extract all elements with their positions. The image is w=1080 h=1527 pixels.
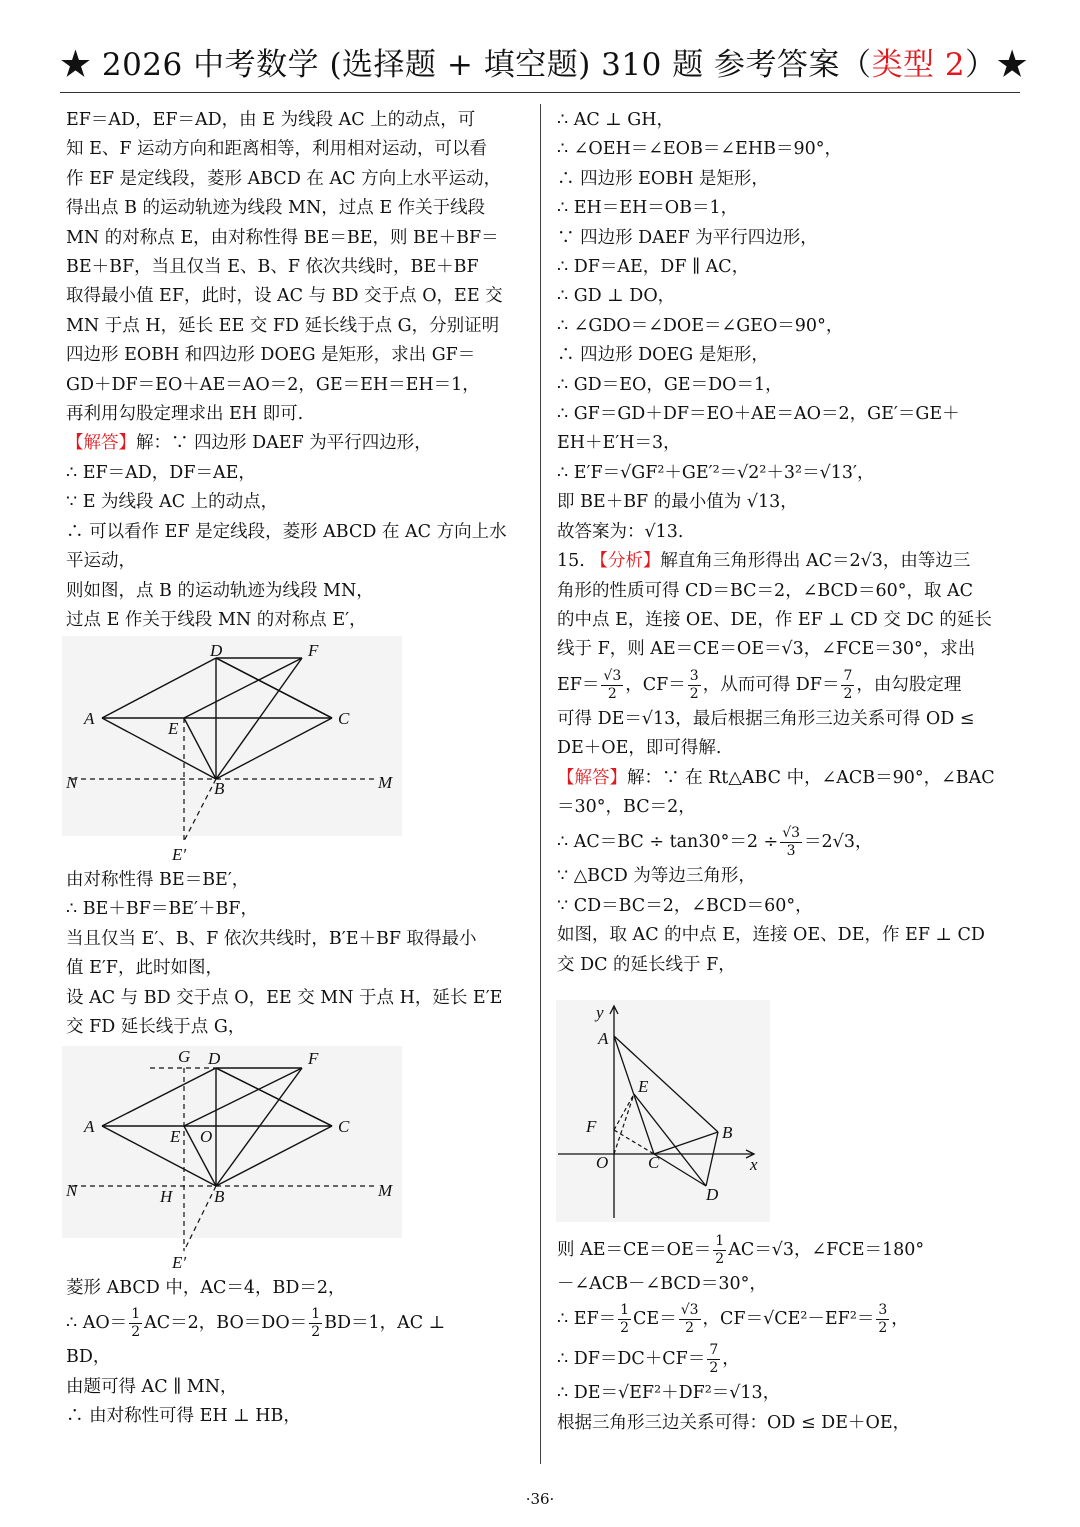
fig3-label: C xyxy=(648,1153,660,1172)
text-line: 作 EF 是定线段，菱形 ABCD 在 AC 方向上水平运动， xyxy=(66,168,502,189)
text-line: ∵ △BCD 为等边三角形， xyxy=(557,866,756,887)
text-line: ＝30°，BC＝2， xyxy=(557,796,696,817)
text-line: 四边形 EOBH 和四边形 DOEG 是矩形，求出 GF＝ xyxy=(66,345,476,366)
fig1-label: C xyxy=(338,709,350,728)
text-line: 角形的性质可得 CD＝BC＝2，∠BCD＝60°，取 AC xyxy=(557,580,974,601)
page-header xyxy=(60,40,1029,90)
header-end: ）★ xyxy=(965,47,1029,83)
fig1-label: D xyxy=(210,641,223,660)
left-column-mid xyxy=(66,866,528,1042)
text-line: ∴ BE＋BF＝BE′＋BF， xyxy=(66,899,258,920)
text-line: ∴ 四边形 DOEG 是矩形， xyxy=(557,345,769,366)
fig3-label: D xyxy=(706,1185,719,1204)
fig3-label: x xyxy=(750,1155,758,1174)
text-line: 设 AC 与 BD 交于点 O，EE 交 MN 于点 H，延长 E′E xyxy=(66,987,503,1008)
text-line: EF＝ $\frac{√3}{2}$ ，CF＝ $\frac{3}{2}$ ，从而可得 DF＝ $\frac{7}{2}$ ，由勾股定理 xyxy=(557,667,962,702)
text-line: 值 E′F，此时如图， xyxy=(66,958,223,979)
fig2-label: A xyxy=(84,1117,95,1136)
text-line: 知 E、F 运动方向和距离相等，利用相对运动，可以看 xyxy=(66,139,488,160)
fig2-label: H xyxy=(160,1187,173,1206)
answer-line: 【解答】解：∵ 四边形 DAEF 为平行四边形， xyxy=(66,433,432,454)
header-title: ★ 2026 中考数学 (选择题 + 填空题) 310 题 参考答案（ xyxy=(60,47,872,83)
text-line: BE＋BF，当且仅当 E、B、F 依次共线时，BE＋BF xyxy=(66,257,479,278)
right-column-end xyxy=(557,1230,1019,1438)
coordinate-figure xyxy=(556,1000,770,1222)
text-line: ∵ 四边形 DAEF 为平行四边形， xyxy=(557,227,818,248)
text-line: 再利用勾股定理求出 EH 即可. xyxy=(66,404,304,425)
fig3-label: y xyxy=(596,1003,604,1022)
text-line: BD， xyxy=(66,1347,111,1368)
fig3-label: A xyxy=(598,1029,609,1048)
text-line: ∴ 四边形 EOBH 是矩形， xyxy=(557,168,769,189)
fig2-label: M xyxy=(378,1181,393,1200)
fig1-label: E xyxy=(168,719,179,738)
text-line: ∴ GD ⊥ DO， xyxy=(557,286,676,307)
fig3-label: B xyxy=(722,1123,733,1142)
text-line: 取得最小值 EF，此时，设 AC 与 BD 交于点 O，EE 交 xyxy=(66,286,503,307)
fig2-label: F xyxy=(308,1049,319,1068)
fig1-label: B xyxy=(214,779,225,798)
fig1-label: M xyxy=(378,773,393,792)
text-line: ∴ DF＝DC＋CF＝ $\frac{7}{2}$ ， xyxy=(557,1342,740,1377)
text-line: 即 BE＋BF 的最小值为 √13， xyxy=(557,492,798,513)
left-column xyxy=(66,106,528,635)
right-column xyxy=(557,106,1019,980)
page-number: ·36· xyxy=(525,1490,555,1508)
fig2-label: B xyxy=(214,1187,225,1206)
fig2-label: E′ xyxy=(172,1253,187,1272)
text-line: 当且仅当 E′、B、F 依次共线时，B′E＋BF 取得最小 xyxy=(66,928,477,949)
left-column-end xyxy=(66,1274,528,1432)
text-line: GD＋DF＝EO＋AE＝AO＝2，GE＝EH＝EH＝1， xyxy=(66,374,480,395)
text-line: 故答案为：√13. xyxy=(557,521,684,542)
text-line: ∴ DE＝√EF²＋DF²＝√13， xyxy=(557,1383,781,1404)
text-line: MN 于点 H，延长 EE 交 FD 延长线于点 G，分别证明 xyxy=(66,315,500,336)
column-divider xyxy=(540,104,541,1464)
text-line: 则如图，点 B 的运动轨迹为线段 MN， xyxy=(66,580,374,601)
header-type: 类型 2 xyxy=(871,47,966,83)
text-line: 交 FD 延长线于点 G， xyxy=(66,1017,246,1038)
fig3-label: O xyxy=(596,1153,609,1172)
question-15-line: 15. 【分析】解直角三角形得出 AC＝2√3，由等边三 xyxy=(557,551,971,572)
fig2-label: E xyxy=(170,1127,181,1146)
text-line: ∴ E′F＝√GF²＋GE′²＝√2²＋3²＝√13′， xyxy=(557,462,875,483)
fig2-label: C xyxy=(338,1117,350,1136)
fig2-label: G xyxy=(178,1047,191,1066)
text-line: 交 DC 的延长线于 F， xyxy=(557,954,736,975)
text-line: ∴ AC ⊥ GH， xyxy=(557,110,675,130)
rhombus-figure-2 xyxy=(62,1046,402,1276)
fig3-label: E xyxy=(638,1077,649,1096)
text-line: ∴ GF＝GD＋DF＝EO＋AE＝AO＝2，GE′＝GE＋ xyxy=(557,404,960,425)
fig2-label: N xyxy=(66,1181,78,1200)
text-line: ∴ ∠OEH＝∠EOB＝∠EHB＝90°， xyxy=(557,139,842,160)
fig1-label: E′ xyxy=(172,845,187,864)
answer-line: 【解答】解：∵ 在 Rt△ABC 中，∠ACB＝90°，∠BAC xyxy=(557,767,995,788)
text-line: 根据三角形三边关系可得：OD ≤ DE＋OE， xyxy=(557,1412,911,1433)
text-line: ∴ EF＝AD，DF＝AE， xyxy=(66,462,256,483)
text-line: EH＋E′H＝3， xyxy=(557,433,681,454)
rhombus-figure-1 xyxy=(62,636,402,866)
text-line: 平运动， xyxy=(66,551,136,572)
text-line: －∠ACB－∠BCD＝30°， xyxy=(557,1274,767,1294)
text-line: 由对称性得 BE＝BE′， xyxy=(66,870,250,890)
text-line: 如图，取 AC 的中点 E，连接 OE、DE，作 EF ⊥ CD xyxy=(557,925,985,946)
fig2-label: D xyxy=(208,1049,221,1068)
text-line: 由题可得 AC ∥ MN， xyxy=(66,1376,238,1397)
fraction: $\frac{1}{2}$ xyxy=(311,1306,321,1341)
text-line: ∴ ∠GDO＝∠DOE＝∠GEO＝90°， xyxy=(557,315,844,336)
text-line: ∴ GD＝EO，GE＝DO＝1， xyxy=(557,374,783,395)
text-line: ∵ E 为线段 AC 上的动点， xyxy=(66,492,279,513)
fraction: $\frac{1}{2}$ xyxy=(131,1306,141,1341)
text-line: 的中点 E，连接 OE、DE，作 EF ⊥ CD 交 DC 的延长 xyxy=(557,609,992,630)
text-line: 菱形 ABCD 中，AC＝4，BD＝2， xyxy=(66,1278,346,1298)
text-line: 得出点 B 的运动轨迹为线段 MN，过点 E 作关于线段 xyxy=(66,198,486,219)
text-line: EF＝AD，EF＝AD，由 E 为线段 AC 上的动点，可 xyxy=(66,110,476,130)
text-line: ∵ CD＝BC＝2，∠BCD＝60°， xyxy=(557,895,813,916)
answer-tag: 【解答】 xyxy=(66,433,136,454)
text-line: ∴ EF＝ $\frac{1}{2}$ CE＝ $\frac{√3}{2}$ ，CF＝√CE²－EF²＝ $\frac{3}{2}$ ， xyxy=(557,1302,909,1337)
text-line: 线于 F，则 AE＝CE＝OE＝√3，∠FCE＝30°，求出 xyxy=(557,639,976,660)
fig1-label: A xyxy=(84,709,95,728)
text-line: DE＋OE，即可得解. xyxy=(557,738,722,759)
text-line: 则 AE＝CE＝OE＝ $\frac{1}{2}$ AC＝√3，∠FCE＝180° xyxy=(557,1233,925,1267)
header-rule xyxy=(60,92,1020,93)
text-line: ∴ 可以看作 EF 是定线段，菱形 ABCD 在 AC 方向上水 xyxy=(66,521,507,542)
fig1-label: N xyxy=(66,773,78,792)
fig1-label: F xyxy=(308,641,319,660)
text-line: ∴ DF＝AE，DF ∥ AC， xyxy=(557,257,750,278)
text-line: ∴ AO＝ $\frac{1}{2}$ AC＝2，BO＝DO＝ $\frac{1}{2}$ BD＝1，AC ⊥ xyxy=(66,1306,446,1341)
text-line: ∴ EH＝EH＝OB＝1， xyxy=(557,198,739,219)
fig3-label: F xyxy=(586,1117,597,1136)
fig2-label: O xyxy=(200,1127,213,1146)
text-line: ∴ 由对称性可得 EH ⊥ HB， xyxy=(66,1406,301,1427)
text-line: ∴ AC＝BC ÷ tan30°＝2 ÷ $\frac{√3}{3}$ ＝2√3， xyxy=(557,825,873,860)
text-line: 过点 E 作关于线段 MN 的对称点 E′， xyxy=(66,609,367,630)
text-line: 可得 DE＝√13，最后根据三角形三边关系可得 OD ≤ xyxy=(557,708,975,729)
text-line: MN 的对称点 E，由对称性得 BE＝BE，则 BE＋BF＝ xyxy=(66,227,499,248)
